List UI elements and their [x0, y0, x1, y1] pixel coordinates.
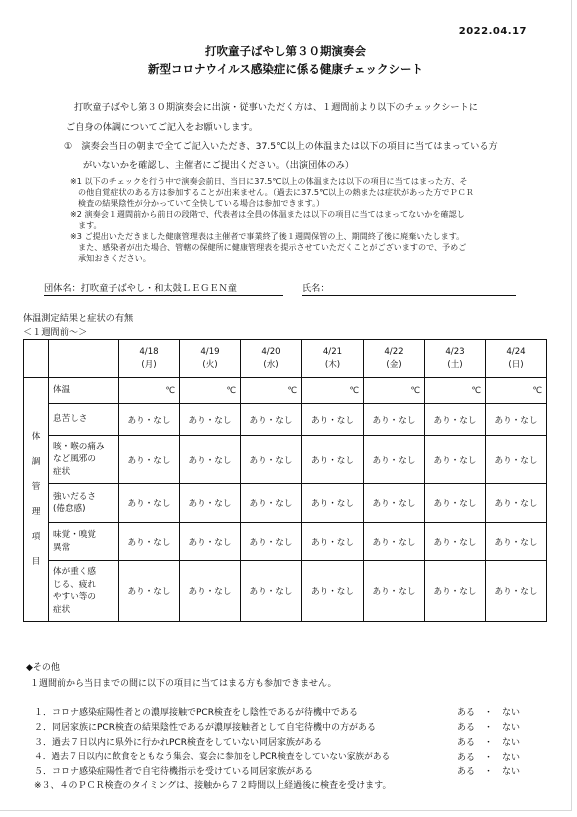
symptom-label-line: 咳・喉の痛み	[53, 441, 105, 452]
yes-no-cell: あり・なし	[364, 523, 425, 561]
symptom-label	[49, 436, 119, 484]
yes-no-cell: あり・なし	[486, 436, 547, 484]
yes-no-cell: あり・なし	[425, 484, 486, 523]
note-line: 承知おきください。	[78, 253, 151, 263]
symptom-label	[49, 523, 119, 561]
yes-no-cell: あり・なし	[302, 484, 364, 523]
note-line: ※2 演奏会１週間前から前日の段階で、代表者は全員の体温または以下の項目に当てはまってないかを確認し	[70, 209, 465, 219]
other-item-text: ３．過去７日以内に県外に行かれPCR検査をしていない同居家族がある	[34, 738, 322, 748]
yes-no-cell: あり・なし	[425, 436, 486, 484]
day-header	[486, 340, 547, 378]
category-label-cell	[24, 378, 49, 622]
header-blank-cell	[49, 340, 119, 378]
temperature-cell: ℃	[180, 378, 241, 404]
symptom-label-line: 症状	[53, 604, 71, 615]
category-char: 管	[31, 481, 41, 492]
yes-no-cell: あり・なし	[486, 523, 547, 561]
other-item-text: ４．過去７日以内に飲食をともなう集会、宴会に参加をしPCR検査をしていない家族がある	[34, 752, 391, 762]
other-item-answer: ある ・ ない	[457, 738, 521, 748]
day-header	[425, 340, 486, 378]
document-date: 2022.04.17	[458, 26, 527, 37]
note-line: 検査の結果陰性が分かっていて全快している場合は参加できます。）	[78, 198, 325, 208]
other-heading: ◆その他	[26, 663, 60, 673]
table-row-temperature	[24, 378, 547, 404]
table-subcaption: ＜１週間前～＞	[23, 327, 88, 338]
day-header	[180, 340, 241, 378]
note-line: また、感染者が出た場合、管轄の保健所に健康管理表を提示させていただくことがございますので、予めご	[78, 242, 467, 252]
symptom-label-line: 強いだるさ	[53, 491, 96, 502]
group-name-label: 団体名：打吹童子ばやし・和太鼓ＬＥＧＥＮ童	[44, 283, 237, 294]
day-weekday: (水)	[263, 359, 279, 370]
other-intro: １週間前から当日までの間に以下の項目に当てはまる方も参加できません。	[30, 679, 337, 689]
yes-no-cell: あり・なし	[180, 523, 241, 561]
yes-no-cell: あり・なし	[119, 404, 180, 436]
table-row-symptom	[24, 561, 547, 622]
category-char: 理	[31, 506, 41, 517]
day-weekday: (木)	[324, 359, 341, 370]
other-item-answer: ある ・ ない	[457, 753, 521, 763]
category-char: 項	[31, 531, 41, 542]
yes-no-cell: あり・なし	[364, 436, 425, 484]
yes-no-cell: あり・なし	[486, 484, 547, 523]
symptom-label-line: じる、疲れ	[53, 579, 96, 590]
other-item-answer: ある ・ ない	[457, 708, 521, 718]
yes-no-cell: あり・なし	[180, 404, 241, 436]
yes-no-cell: あり・なし	[302, 561, 364, 622]
day-weekday: (土)	[447, 359, 463, 370]
table-row-symptom	[24, 484, 547, 523]
day-date: 4/24	[506, 346, 526, 357]
symptom-label-line: 体が重く感	[53, 567, 96, 577]
yes-no-cell: あり・なし	[119, 561, 180, 622]
yes-no-cell: あり・なし	[119, 436, 180, 484]
instruction-1-line-1: ① 演奏会当日の朝まで全てご記入いただき、37.5℃以上の体温または以下の項目に当てはまっている方	[64, 141, 498, 152]
footer-note: ※３、４のＰＣＲ検査のタイミングは、接触から７２時間以上経過後に検査を受けます。	[34, 781, 392, 791]
yes-no-cell: あり・なし	[425, 523, 486, 561]
yes-no-cell: あり・なし	[241, 523, 302, 561]
symptom-label-line: 息苦しさ	[53, 414, 88, 425]
person-name-field	[302, 280, 516, 296]
day-date: 4/21	[322, 346, 343, 357]
symptom-label-line: 症状	[53, 466, 71, 477]
table-row-symptom	[24, 523, 547, 561]
header-blank-cell	[24, 340, 49, 378]
day-header	[119, 340, 180, 378]
temperature-cell: ℃	[486, 378, 547, 404]
intro-line-2: ご自身の体調についてご記入をお願いします。	[66, 122, 259, 133]
day-weekday: (日)	[508, 359, 524, 370]
table-row-symptom	[24, 436, 547, 484]
yes-no-cell: あり・なし	[241, 561, 302, 622]
note-line: ※1 以下のチェックを行う中で演奏会前日、当日に37.5℃以上の体温または以下の項目に当てはまった方、そ	[70, 176, 468, 186]
note-line: ます。	[78, 220, 102, 230]
day-date: 4/20	[261, 346, 281, 357]
yes-no-cell: あり・なし	[119, 523, 180, 561]
yes-no-cell: あり・なし	[425, 561, 486, 622]
group-name-field	[44, 280, 283, 296]
yes-no-cell: あり・なし	[119, 484, 180, 523]
temperature-cell: ℃	[241, 378, 302, 404]
category-char: 目	[31, 556, 41, 567]
symptom-label-line: やすい等の	[53, 592, 96, 602]
yes-no-cell: あり・なし	[364, 404, 425, 436]
yes-no-cell: あり・なし	[364, 484, 425, 523]
symptom-label-line: など風邪の	[53, 454, 96, 465]
day-date: 4/22	[384, 346, 404, 357]
table-caption: 体温測定結果と症状の有無	[23, 313, 134, 324]
symptom-label	[49, 404, 119, 436]
day-weekday: (金)	[386, 359, 402, 370]
other-item-text: １．コロナ感染症陽性者との濃厚接触でPCR検査をし陰性であるが待機中である	[34, 708, 358, 718]
day-date: 4/18	[139, 346, 159, 357]
yes-no-cell: あり・なし	[302, 436, 364, 484]
symptom-label	[49, 484, 119, 523]
yes-no-cell: あり・なし	[364, 561, 425, 622]
day-date: 4/23	[445, 346, 465, 357]
other-item-answer: ある ・ ない	[457, 767, 521, 777]
temperature-cell: ℃	[302, 378, 364, 404]
symptom-label-line: 異常	[53, 542, 71, 553]
temperature-label: 体温	[49, 378, 119, 404]
yes-no-cell: あり・なし	[241, 436, 302, 484]
temperature-cell: ℃	[425, 378, 486, 404]
note-line: の他自覚症状のある方は参加することが出来ません。（過去に37.5℃以上の熱または症状があった方でＰＣＲ	[78, 187, 474, 197]
yes-no-cell: あり・なし	[241, 404, 302, 436]
category-char: 調	[31, 456, 41, 467]
yes-no-cell: あり・なし	[180, 484, 241, 523]
other-item-text: ２．同居家族にPCR検査の結果陰性であるが濃厚接触者として自宅待機中の方がある	[34, 723, 376, 733]
person-name-label: 氏名：	[302, 283, 330, 294]
temperature-cell: ℃	[364, 378, 425, 404]
health-check-table	[23, 339, 547, 622]
category-char: 体	[31, 431, 41, 442]
day-header	[302, 340, 364, 378]
title-line-1: 打吹童子ばやし第３０期演奏会	[205, 44, 366, 58]
yes-no-cell: あり・なし	[241, 484, 302, 523]
yes-no-cell: あり・なし	[180, 436, 241, 484]
note-line: ※3 ご提出いただきました健康管理表は主催者で事業終了後１週間保管の上、期間終了後に廃棄いたします。	[70, 231, 465, 241]
symptom-label	[49, 561, 119, 622]
other-item-answer: ある ・ ない	[457, 723, 521, 733]
table-row-symptom	[24, 404, 547, 436]
day-weekday: (月)	[141, 359, 157, 370]
yes-no-cell: あり・なし	[486, 561, 547, 622]
table-header-row	[24, 340, 547, 378]
symptom-label-line: (倦怠感)	[53, 504, 86, 514]
day-weekday: (火)	[202, 359, 218, 370]
yes-no-cell: あり・なし	[180, 561, 241, 622]
temperature-cell: ℃	[119, 378, 180, 404]
day-date: 4/19	[200, 346, 220, 357]
yes-no-cell: あり・なし	[302, 404, 364, 436]
day-header	[241, 340, 302, 378]
title-line-2: 新型コロナウイルス感染症に係る健康チェックシート	[148, 62, 423, 76]
day-header	[364, 340, 425, 378]
instruction-1-line-2: がいないかを確認し、主催者にご提出ください。（出演団体のみ）	[83, 160, 355, 171]
other-item-text: ５．コロナ感染症陽性者で自宅待機指示を受けている同居家族がある	[34, 767, 314, 777]
yes-no-cell: あり・なし	[486, 404, 547, 436]
yes-no-cell: あり・なし	[425, 404, 486, 436]
symptom-label-line: 味覚・嗅覚	[53, 530, 96, 540]
yes-no-cell: あり・なし	[302, 523, 364, 561]
intro-line-1: 打吹童子ばやし第３０期演奏会に出演・従事いただく方は、１週間前より以下のチェックシートに	[74, 102, 478, 113]
